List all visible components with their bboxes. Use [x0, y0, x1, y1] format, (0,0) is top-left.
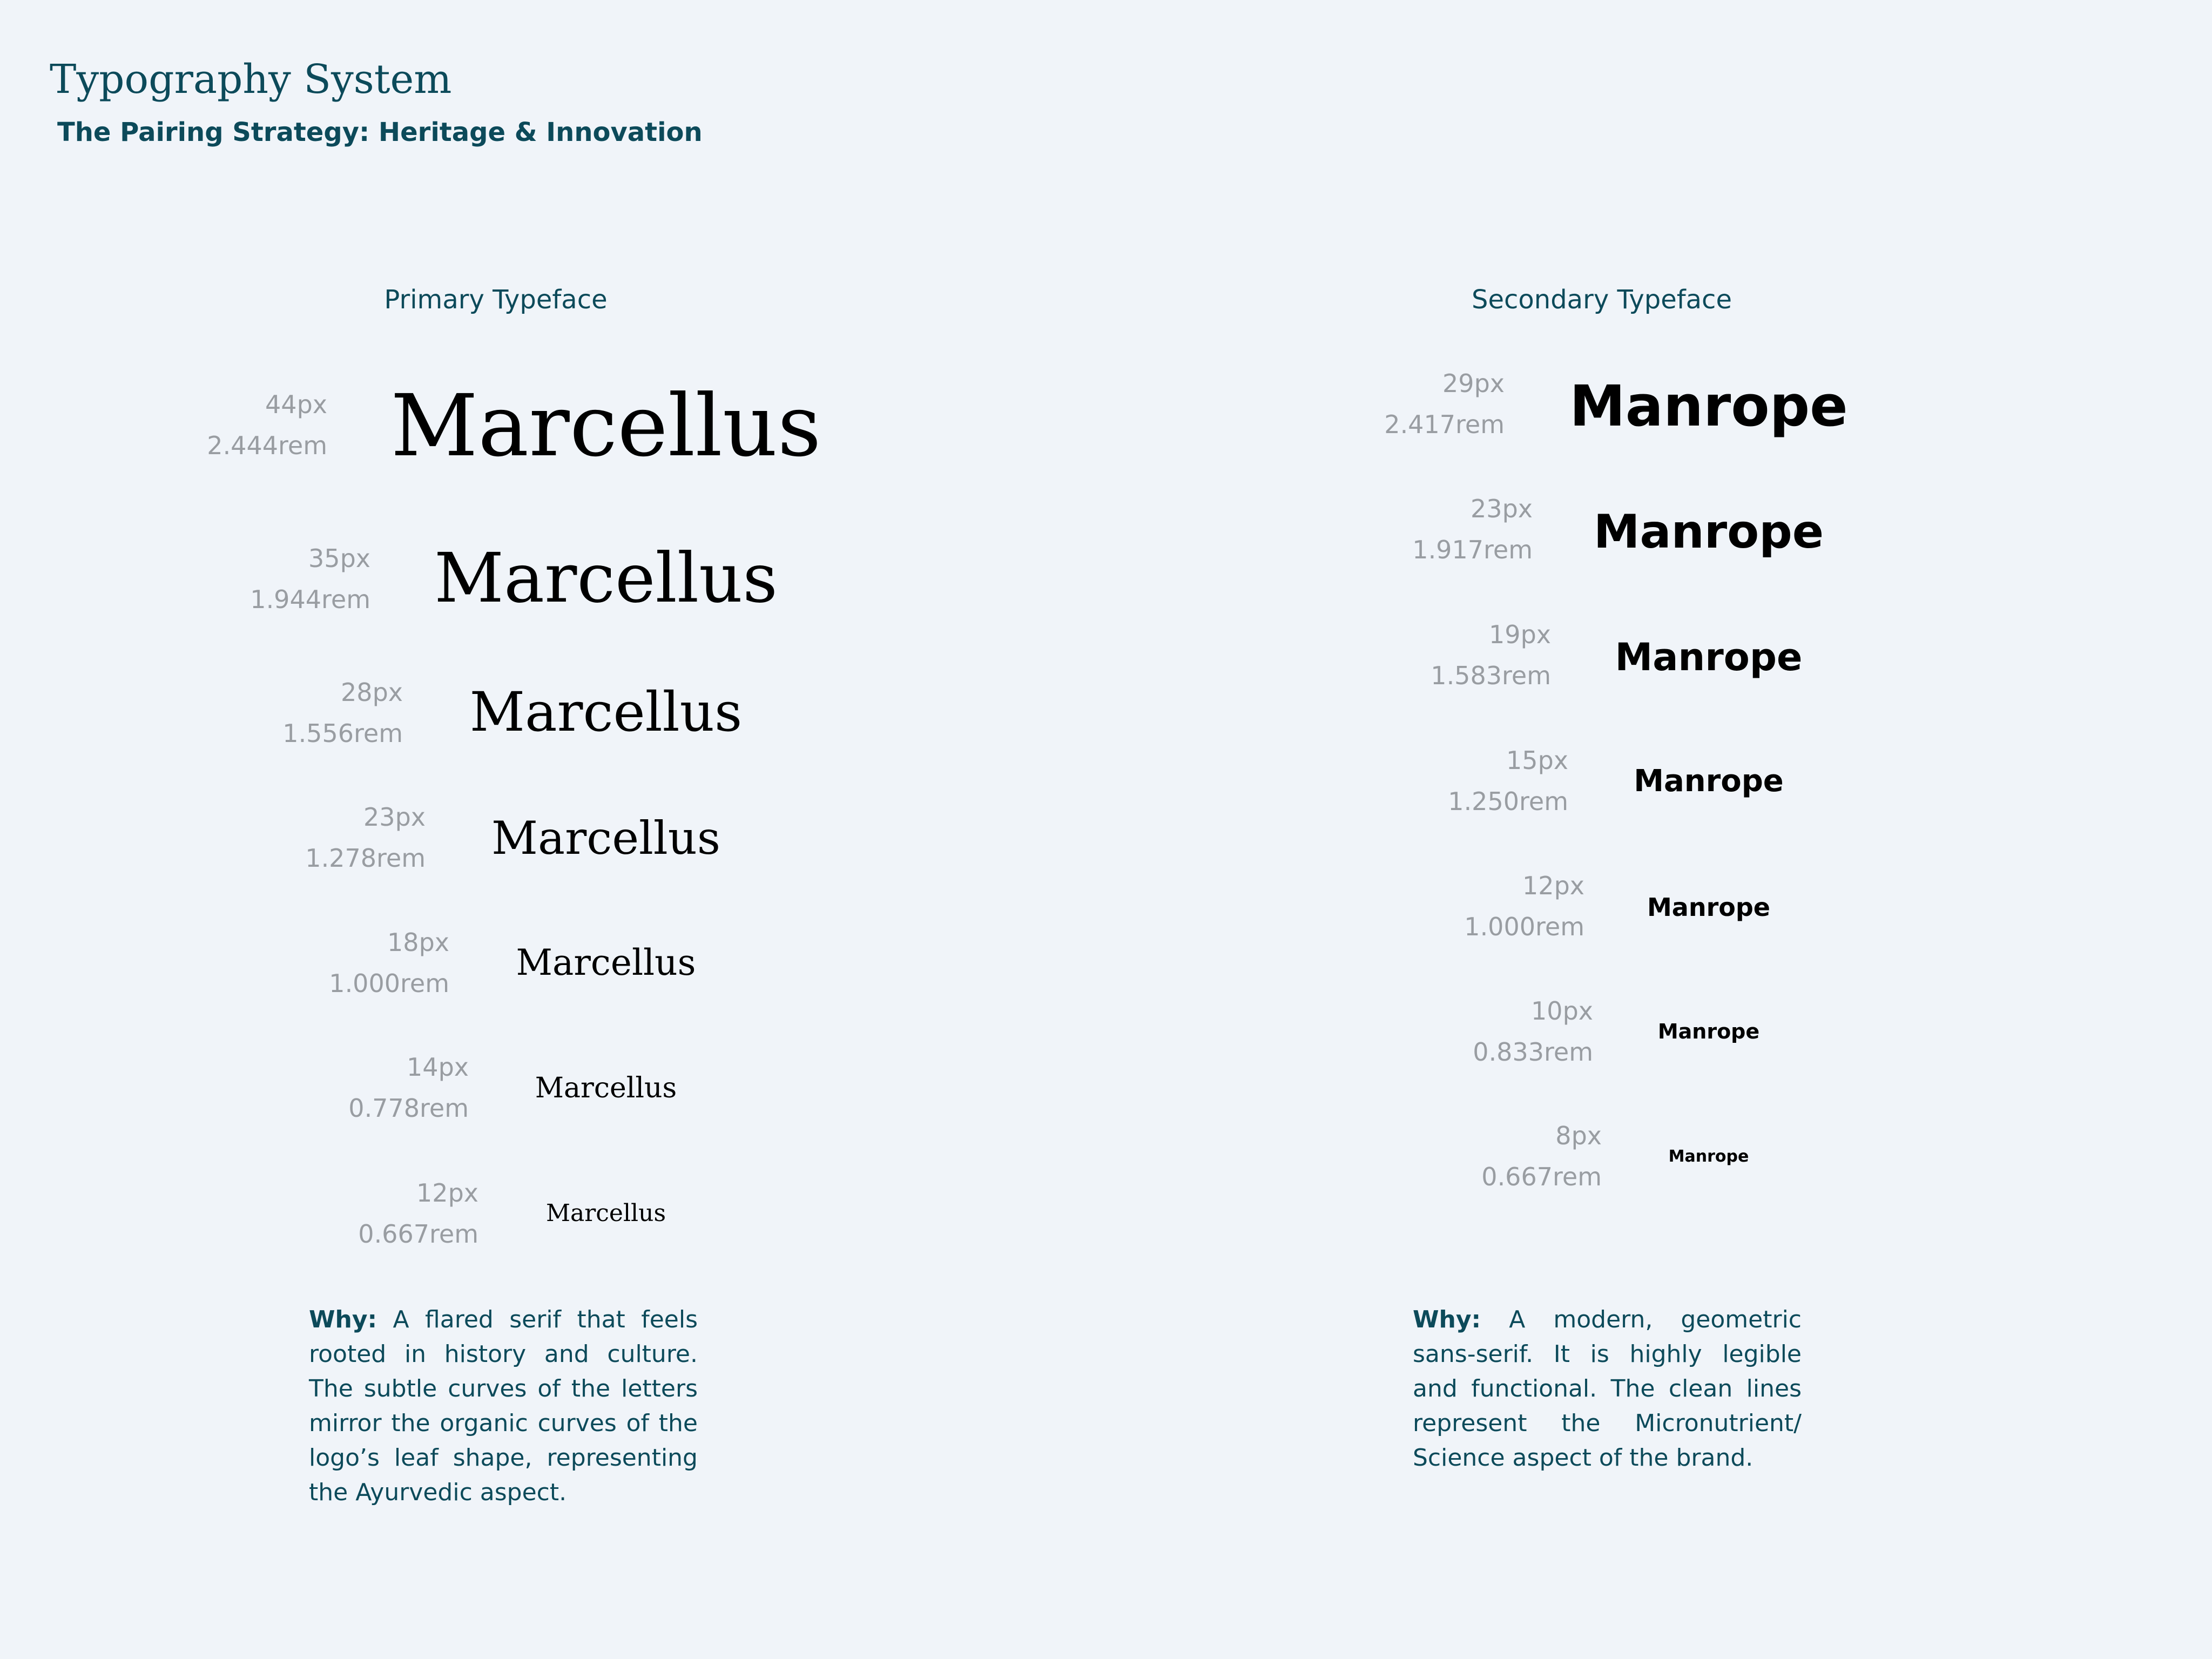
primary-sample: Marcellus [434, 538, 778, 618]
secondary-size-label [1448, 740, 1568, 822]
primary-size-label [305, 797, 426, 879]
secondary-sample: Manrope [1634, 764, 1784, 799]
px-value: 14px [407, 1053, 469, 1082]
secondary-sample: Manrope [1647, 893, 1770, 922]
secondary-size-label [1464, 865, 1584, 947]
primary-size-label [250, 538, 370, 620]
secondary-rationale [1413, 1303, 1802, 1475]
px-value: 18px [387, 928, 449, 957]
why-text: A modern, geometric sans-serif. It is highly legible and functional. The clean lines represent the Micronutrient/ Science aspect of the brand. [1413, 1306, 1802, 1472]
primary-sample: Marcellus [516, 942, 696, 983]
primary-rationale [309, 1303, 698, 1510]
px-value: 23px [363, 802, 426, 832]
rem-value: 1.917rem [1412, 535, 1533, 564]
px-value: 10px [1531, 996, 1593, 1026]
rem-value: 0.778rem [348, 1094, 469, 1123]
px-value: 23px [1471, 494, 1533, 523]
page-subtitle: The Pairing Strategy: Heritage & Innovation [57, 117, 703, 147]
primary-sample: Marcellus [390, 376, 821, 476]
primary-size-label [358, 1172, 478, 1255]
secondary-sample: Manrope [1657, 1020, 1760, 1043]
primary-sample: Marcellus [469, 680, 743, 744]
secondary-typeface-heading: Secondary Typeface [1472, 285, 1732, 315]
primary-sample: Marcellus [491, 812, 720, 865]
primary-sample: Marcellus [535, 1072, 677, 1104]
page-title: Typography System [50, 56, 452, 103]
rem-value: 2.417rem [1384, 410, 1505, 439]
px-value: 19px [1489, 620, 1551, 649]
px-value: 44px [265, 390, 327, 419]
px-value: 15px [1506, 746, 1568, 775]
rem-value: 1.944rem [250, 585, 370, 614]
rem-value: 1.250rem [1448, 787, 1568, 816]
secondary-size-label [1481, 1115, 1602, 1197]
primary-size-label [348, 1047, 469, 1129]
primary-size-label [282, 672, 403, 754]
secondary-sample: Manrope [1593, 505, 1824, 559]
rem-value: 1.000rem [1464, 912, 1584, 941]
secondary-sample: Manrope [1668, 1147, 1749, 1166]
rem-value: 0.833rem [1473, 1037, 1593, 1067]
px-value: 28px [341, 678, 403, 707]
rem-value: 1.278rem [305, 844, 426, 873]
px-value: 35px [308, 544, 370, 573]
secondary-sample: Manrope [1569, 373, 1848, 439]
why-label: Why: [309, 1306, 377, 1333]
why-label: Why: [1413, 1306, 1481, 1333]
px-value: 12px [1522, 871, 1584, 900]
secondary-size-label [1431, 614, 1551, 696]
px-value: 8px [1555, 1121, 1602, 1150]
primary-typeface-heading: Primary Typeface [384, 285, 608, 315]
primary-size-label [329, 922, 449, 1004]
rem-value: 0.667rem [358, 1219, 478, 1249]
rem-value: 1.583rem [1431, 661, 1551, 690]
why-text: A flared serif that feels rooted in history and culture. The subtle curves of the letters mirror the organic curves of the logo’s leaf shape, representing the Ayurvedic aspect. [309, 1306, 698, 1506]
primary-sample: Marcellus [545, 1199, 666, 1227]
px-value: 12px [416, 1178, 478, 1208]
rem-value: 1.000rem [329, 969, 449, 998]
rem-value: 1.556rem [282, 719, 403, 748]
secondary-size-label [1473, 990, 1593, 1073]
secondary-size-label [1412, 488, 1533, 570]
primary-size-label [207, 384, 327, 466]
secondary-sample: Manrope [1615, 635, 1803, 679]
secondary-size-label [1384, 363, 1505, 445]
px-value: 29px [1442, 369, 1505, 398]
rem-value: 0.667rem [1481, 1162, 1602, 1191]
rem-value: 2.444rem [207, 431, 327, 460]
